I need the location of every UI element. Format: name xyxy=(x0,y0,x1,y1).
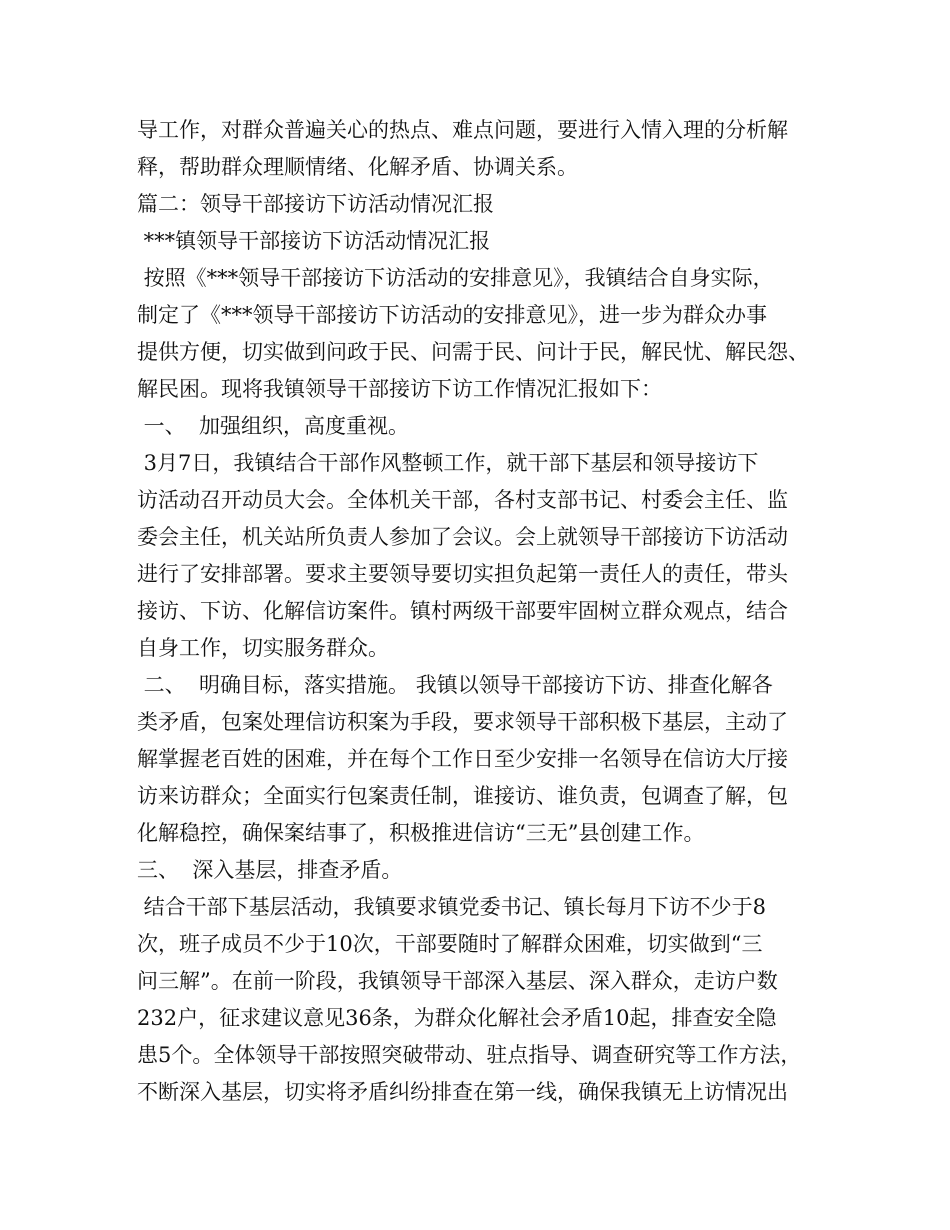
text-line: 结合干部下基层活动，我镇要求镇党委书记、镇长每月下访不少于8 xyxy=(137,895,767,919)
text-line: 自身工作，切实服务群众。 xyxy=(137,636,389,660)
subheading: 一、 加强组织，高度重视。 xyxy=(137,414,410,438)
section-heading: 篇二：领导干部接访下访活动情况汇报 xyxy=(137,192,494,216)
text-line: 问三解”。在前一阶段，我镇领导干部深入基层、深入群众，走访户数 xyxy=(137,969,778,993)
text-line: 接访、下访、化解信访案件。镇村两级干部要牢固树立群众观点，结合 xyxy=(137,599,788,623)
text-line: 释，帮助群众理顺情绪、化解矛盾、协调关系。 xyxy=(137,155,578,179)
text-line: 3月7日，我镇结合干部作风整顿工作，就干部下基层和领导接访下 xyxy=(137,451,759,475)
text-line: 访活动召开动员大会。全体机关干部，各村支部书记、村委会主任、监 xyxy=(137,488,788,512)
text-line: 次，班子成员不少于10次，干部要随时了解群众困难，切实做到“三 xyxy=(137,932,763,956)
text-line: 化解稳控，确保案结事了，积极推进信访“三无”县创建工作。 xyxy=(137,821,705,845)
text-line: 导工作，对群众普遍关心的热点、难点问题，要进行入情入理的分析解 xyxy=(137,118,788,142)
text-line: 患5个。全体领导干部按照突破带动、驻点指导、调查研究等工作方法， xyxy=(137,1043,802,1067)
subheading: 三、 深入基层，排查矛盾。 xyxy=(137,858,403,882)
document-body xyxy=(137,112,837,1111)
subheading: 二、 明确目标，落实措施。 我镇以领导干部接访下访、排查化解各 xyxy=(137,673,773,697)
text-line: 进行了安排部署。要求主要领导要切实担负起第一责任人的责任，带头 xyxy=(137,562,788,586)
text-line: 提供方便，切实做到问政于民、问需于民、问计于民，解民忧、解民怨、 xyxy=(137,340,809,364)
report-title: ***镇领导干部接访下访活动情况汇报 xyxy=(137,229,491,253)
text-line: 不断深入基层，切实将矛盾纠纷排查在第一线，确保我镇无上访情况出 xyxy=(137,1080,788,1104)
text-line: 解掌握老百姓的困难，并在每个工作日至少安排一名领导在信访大厅接 xyxy=(137,747,788,771)
text-line: 类矛盾，包案处理信访积案为手段，要求领导干部积极下基层，主动了 xyxy=(137,710,788,734)
text-line: 解民困。现将我镇领导干部接访下访工作情况汇报如下： xyxy=(137,377,662,401)
text-line: 232户，征求建议意见36条，为群众化解社会矛盾10起，排查安全隐 xyxy=(137,1006,777,1030)
text-line: 按照《***领导干部接访下访活动的安排意见》，我镇结合自身实际， xyxy=(137,266,774,290)
text-line: 访来访群众；全面实行包案责任制，谁接访、谁负责，包调查了解，包 xyxy=(137,784,788,808)
text-line: 制定了《***领导干部接访下访活动的安排意见》，进一步为群众办事 xyxy=(137,303,767,327)
text-line: 委会主任，机关站所负责人参加了会议。会上就领导干部接访下访活动 xyxy=(137,525,788,549)
